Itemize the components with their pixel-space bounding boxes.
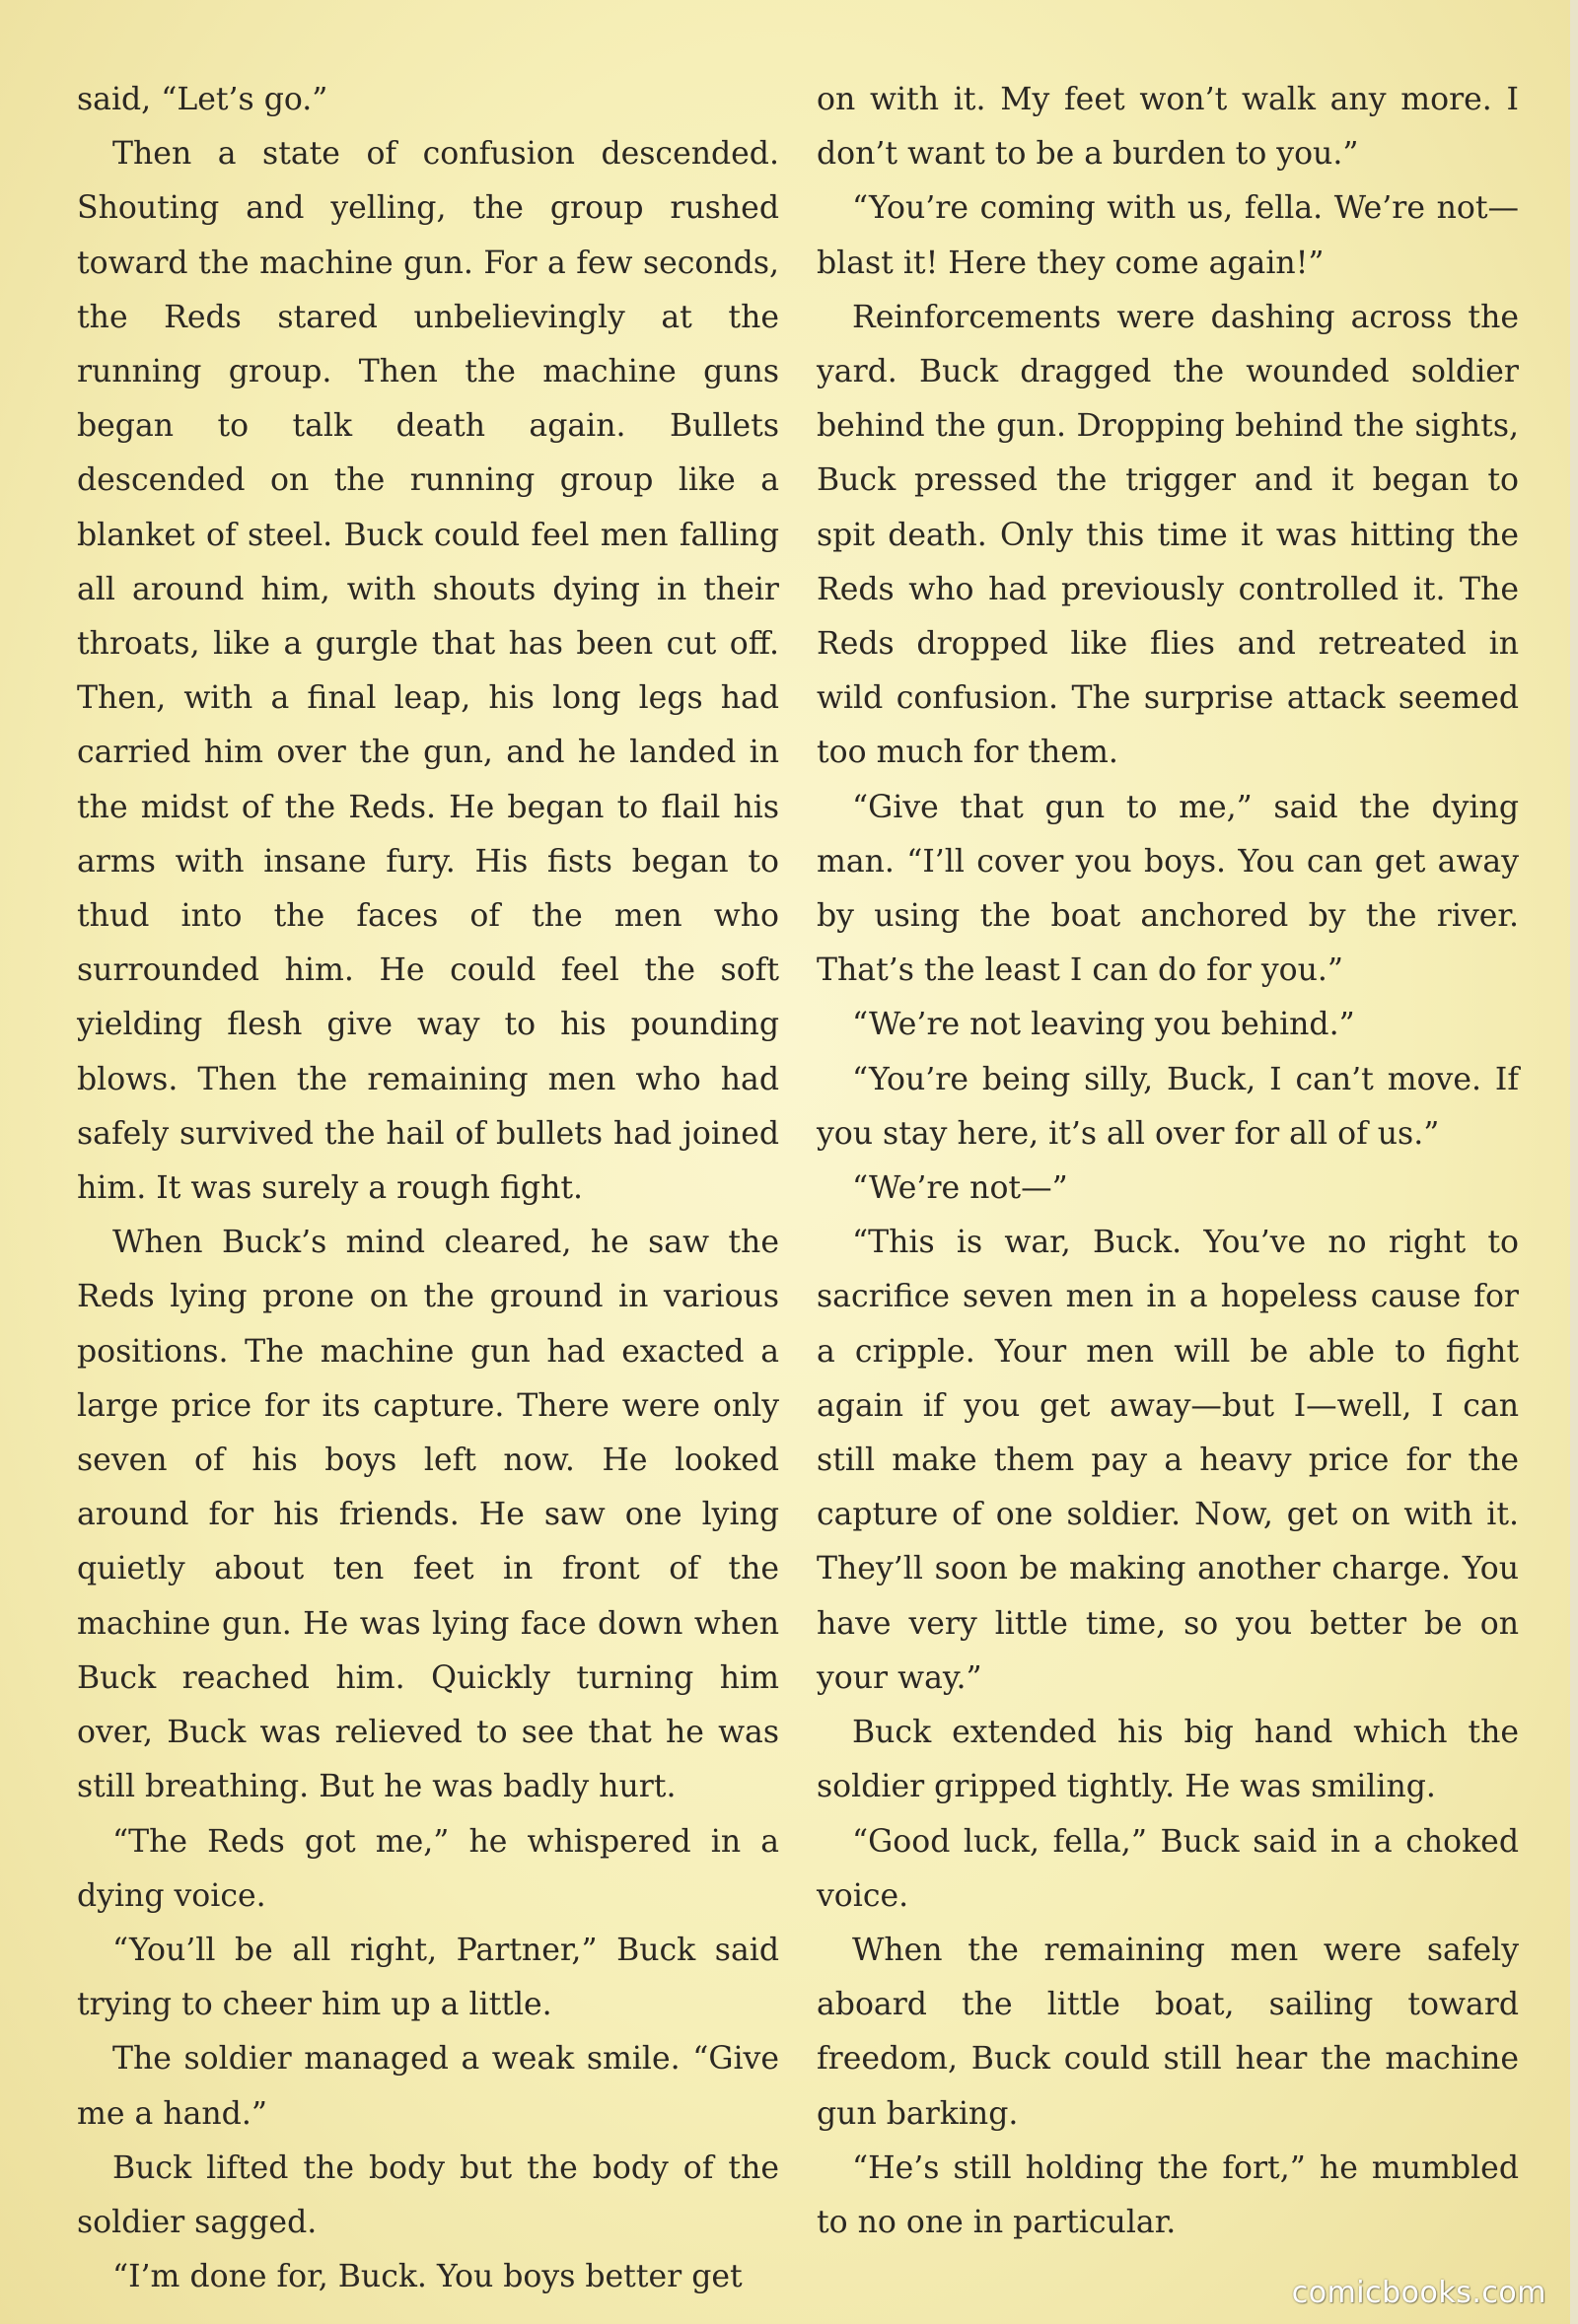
paragraph: The soldier managed a weak smile. “Give me a hand.” xyxy=(77,2041,779,2132)
paragraph: “He’s still holding the fort,” he mumbled to no one in particular. xyxy=(817,2149,1519,2240)
right-text-column xyxy=(817,73,1519,2250)
paragraph: “You’re being silly, Buck, I can’t move. If you stay here, it’s all over for all of us.” xyxy=(817,1061,1519,1152)
paragraph: Reinforcements were dashing across the yard. Buck dragged the wounded soldier behind the gun. Dropping behind the sights, Buck pressed the trigger and it began to spit death. Only this time it was hitting the Reds who had previously controlled it. The Reds dropped like flies and retreated in wild confusion. The surprise attack seemed too much for them. xyxy=(817,299,1519,771)
paragraph: “We’re not—” xyxy=(852,1170,1068,1207)
paragraph: Buck extended his big hand which the soldier gripped tightly. He was smiling. xyxy=(817,1715,1519,1805)
left-text-column xyxy=(77,73,779,2304)
paragraph: When Buck’s mind cleared, he saw the Reds lying prone on the ground in various positions. The machine gun had exacted a large price for its capture. There were only seven of his boys left now. He looked around for his friends. He saw one lying quietly about ten feet in front of the machine gun. He was lying face down when Buck reached him. Quickly turning him over, Buck was relieved to see that he was still breathing. But he was badly hurt. xyxy=(77,1225,779,1805)
paragraph: said, “Let’s go.” xyxy=(77,82,328,117)
paragraph: “We’re not leaving you behind.” xyxy=(852,1007,1355,1043)
paragraph: “The Reds got me,” he whispered in a dying voice. xyxy=(77,1823,779,1914)
paragraph: “Give that gun to me,” said the dying man. “I’ll cover you boys. You can get away by using the boat anchored by the river. That’s the least I can do for you.” xyxy=(817,789,1519,989)
paragraph: “I’m done for, Buck. You boys better get xyxy=(112,2259,743,2295)
paragraph: When the remaining men were safely aboard the little boat, sailing toward freedom, Buck could still hear the machine gun barking. xyxy=(817,1932,1519,2132)
paragraph: Buck lifted the body but the body of the soldier sagged. xyxy=(77,2149,779,2240)
paragraph: “This is war, Buck. You’ve no right to sacrifice seven men in a hopeless cause for a cripple. Your men will be able to fight again if you get away—but I—well, I can still make them pay a heavy price for the capture of one soldier. Now, get on with it. They’ll soon be making another charge. You have very little time, so you better be on your way.” xyxy=(817,1225,1519,1696)
paragraph: “Good luck, fella,” Buck said in a choked voice. xyxy=(817,1823,1519,1914)
paragraph: Then a state of confusion descended. Shouting and yelling, the group rushed toward the machine gun. For a few seconds, the Reds stared unbelievingly at the running group. Then the machine guns began to talk death again. Bullets descended on the running group like a blanket of steel. Buck could feel men falling all around him, with shouts dying in their throats, like a gurgle that has been cut off. Then, with a final leap, his long legs had carried him over the gun, and he landed in the midst of the Reds. He began to flail his arms with insane fury. His fists began to thud into the faces of the men who surrounded him. He could feel the soft yielding flesh give way to his pounding blows. Then the remaining men who had safely survived the hail of bullets had joined him. It was surely a rough fight. xyxy=(77,136,779,1207)
page-edge xyxy=(1570,0,1578,2324)
paragraph: on with it. My feet won’t walk any more. I don’t want to be a burden to you.” xyxy=(817,82,1519,173)
site-watermark: comicbooks.com xyxy=(1291,2276,1546,2310)
paragraph: “You’re coming with us, fella. We’re not—blast it! Here they come again!” xyxy=(817,190,1519,281)
paragraph: “You’ll be all right, Partner,” Buck said trying to cheer him up a little. xyxy=(77,1932,779,2023)
